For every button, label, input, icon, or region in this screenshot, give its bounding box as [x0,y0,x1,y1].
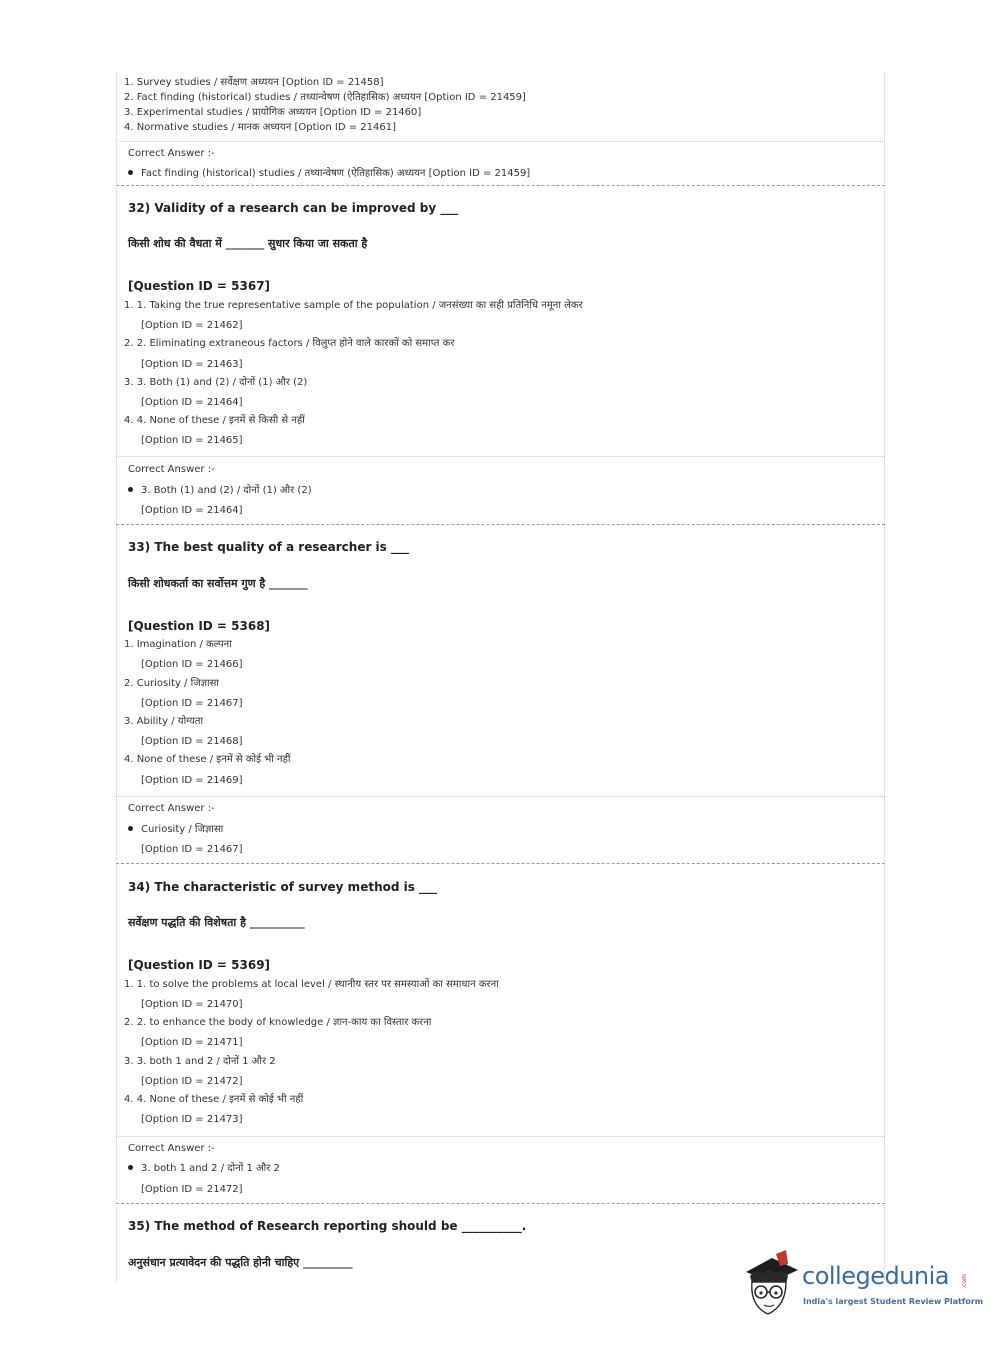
q33-option-1: 1. Imagination / कल्पना [124,639,232,650]
bullet-icon [128,1165,133,1170]
q35-question: 35) The method of Research reporting should be __________. [128,1219,527,1233]
q32-option-2: 2. 2. Eliminating extraneous factors / विलुप्त होने वाले कारकों को समाप्त कर [124,338,455,349]
q34-option-3: 3. 3. both 1 and 2 / दोनों 1 और 2 [124,1056,276,1067]
q32-option-4: 4. 4. None of these / इनमें से किसी से नहीं [124,415,305,426]
q31-option-3: 3. Experimental studies / प्रायोगिक अध्ययन [Option ID = 21460] [124,107,422,118]
q32-correct-label: Correct Answer :- [128,464,215,475]
q34-option-2: 2. 2. to enhance the body of knowledge / ज्ञान-काय का विस्तार करना [124,1017,432,1028]
q33-correct-id: [Option ID = 21467] [141,844,243,855]
divider [116,456,885,457]
q32-option-3-id: [Option ID = 21464] [141,397,243,408]
q33-option-1-id: [Option ID = 21466] [141,659,243,670]
q34-option-3-id: [Option ID = 21472] [141,1076,243,1087]
q31-correct-answer: Fact finding (historical) studies / तथ्यान्वेषण (ऐतिहासिक) अध्ययन [Option ID = 21459] [128,165,530,179]
q32-option-2-id: [Option ID = 21463] [141,359,243,370]
question-separator [116,185,885,186]
q31-option-2: 2. Fact finding (historical) studies / तथ्यान्वेषण (ऐतिहासिक) अध्ययन [Option ID = 21459] [124,92,526,103]
q34-option-1-id: [Option ID = 21470] [141,999,243,1010]
q32-question-id: [Question ID = 5367] [128,279,271,293]
divider [116,141,885,142]
q32-correct-id: [Option ID = 21464] [141,505,243,516]
q33-question: 33) The best quality of a researcher is ___ [128,540,409,554]
q34-correct-answer: 3. both 1 and 2 / दोनों 1 और 2 [128,1160,280,1174]
q33-option-3: 3. Ability / योग्यता [124,716,204,727]
q34-correct-label: Correct Answer :- [128,1143,215,1154]
q31-option-4: 4. Normative studies / मानक अध्ययन [Option ID = 21461] [124,122,397,133]
divider [116,1136,885,1137]
q33-option-2: 2. Curiosity / जिज्ञासा [124,678,219,689]
q32-option-1-id: [Option ID = 21462] [141,320,243,331]
q33-question-id: [Question ID = 5368] [128,619,271,633]
q32-option-3: 3. 3. Both (1) and (2) / दोनों (1) और (2) [124,377,308,388]
divider [116,796,885,797]
q31-correct-label: Correct Answer :- [128,148,215,159]
q32-correct-answer: 3. Both (1) and (2) / दोनों (1) और (2) [128,482,312,496]
q33-hindi: किसी शोधकर्ता का सर्वोत्तम गुण है _______ [128,577,308,590]
brand-dotcom: .com [960,1274,968,1289]
q34-hindi: सर्वेक्षण पद्धति की विशेषता है __________ [128,916,305,929]
question-separator [116,863,885,864]
q33-option-3-id: [Option ID = 21468] [141,736,243,747]
q32-question: 32) Validity of a research can be improved by ___ [128,201,459,215]
q34-question: 34) The characteristic of survey method is ___ [128,880,438,894]
q34-correct-id: [Option ID = 21472] [141,1184,243,1195]
q34-option-4-id: [Option ID = 21473] [141,1114,243,1125]
q33-option-4-id: [Option ID = 21469] [141,775,243,786]
q33-correct-answer: Curiosity / जिज्ञासा [128,821,223,835]
q33-option-2-id: [Option ID = 21467] [141,698,243,709]
q32-hindi: किसी शोध की वैधता में _______ सुधार किया जा सकता है [128,237,368,250]
q33-option-4: 4. None of these / इनमें से कोई भी नहीं [124,754,291,765]
brand-tagline: India's largest Student Review Platform [803,1297,984,1306]
q34-question-id: [Question ID = 5369] [128,958,271,972]
bullet-icon [128,170,133,175]
brand-logo-text: collegedunia [802,1262,950,1290]
bullet-icon [128,487,133,492]
q34-option-1: 1. 1. to solve the problems at local level / स्थानीय स्तर पर समस्याओं का समाधान करना [124,979,499,990]
question-separator [116,1203,885,1204]
q34-option-4: 4. 4. None of these / इनमें से कोई भी नहीं [124,1094,304,1105]
q32-option-1: 1. 1. Taking the true representative sample of the population / जनसंख्या का सही प्रतिनिधि नमूना लेकर [124,300,583,311]
q33-correct-label: Correct Answer :- [128,803,215,814]
q32-option-4-id: [Option ID = 21465] [141,435,243,446]
q31-option-1: 1. Survey studies / सर्वेक्षण अध्ययन [Option ID = 21458] [124,77,384,88]
question-separator [116,524,885,525]
q34-option-2-id: [Option ID = 21471] [141,1037,243,1048]
q35-hindi: अनुसंधान प्रत्यावेदन की पद्धति होनी चाहिए _________ [128,1256,353,1269]
bullet-icon [128,826,133,831]
